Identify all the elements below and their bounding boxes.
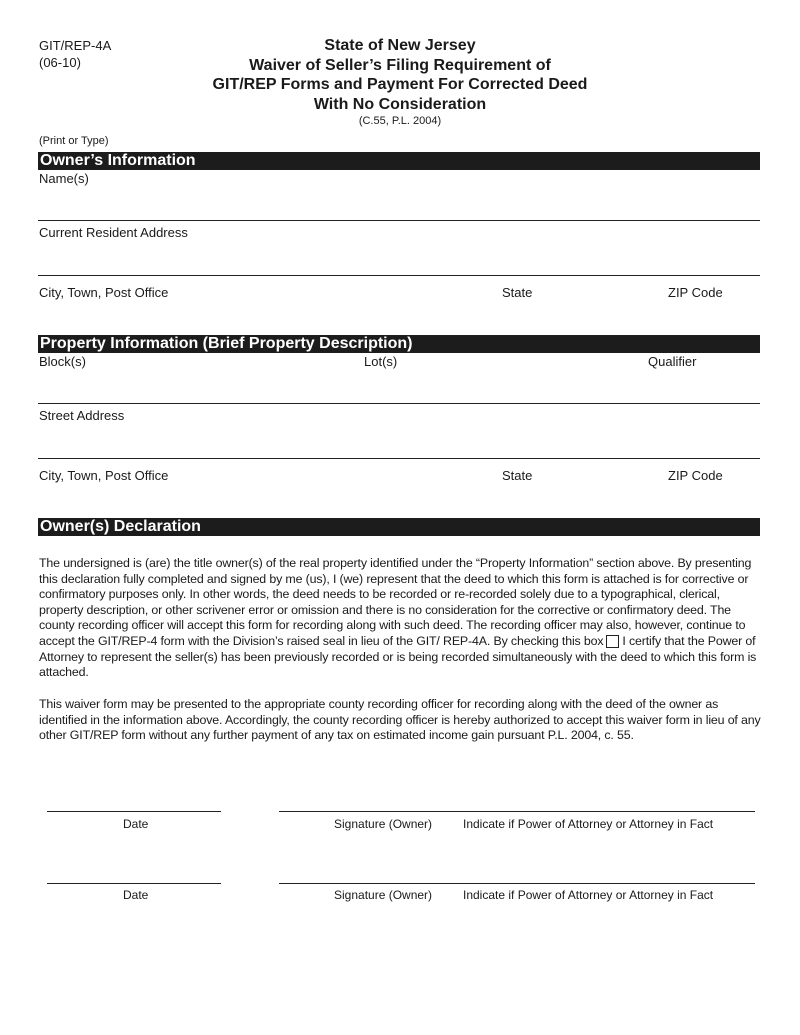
owner-state-label: State <box>502 285 533 300</box>
owner-zip-label: ZIP Code <box>668 285 723 300</box>
title-line-2: Waiver of Seller’s Filing Requirement of <box>249 57 551 74</box>
names-field[interactable] <box>38 220 760 221</box>
block-label: Block(s) <box>39 354 86 369</box>
poa-label-2: Indicate if Power of Attorney or Attorney in Fact <box>463 888 714 902</box>
title-line-4: With No Consideration <box>313 96 487 113</box>
block-lot-field[interactable] <box>38 403 760 404</box>
declaration-paragraph-2: This waiver form may be presented to the appropriate county recording officer for recording along with the deed of the owner as identified in the information above. Accordingly, the county recording officer is hereby authorized to accept this waiver form in lieu of any other GIT/REP form without any further payment of any tax on estimated income gain pursuant P.L. 2004, c. 55. <box>39 697 761 743</box>
declaration-text-part-1: The undersigned is (are) the title owner(s) of the real property identified under the “Property Information” section above. By presenting this declaration fully completed and signed by me (us), I (we) represent that the deed to which this form is attached is for corrective or confirmatory purposes only. In other words, the deed needs to be recorded or re-recorded solely due to a typographical, clerical, property description, or other scrivener error or omission and there is no consideration for the corrective or confirmatory deed. The county recording officer will accept this form for recording along with such deed. The recording officer may also, however, continue to accept the GIT/REP-4 form with the Division’s raised seal in lieu of the GIT/ REP-4A. By checking this box <box>39 556 752 648</box>
street-field[interactable] <box>38 458 760 459</box>
signature-field-2[interactable] <box>279 883 755 884</box>
property-zip-label: ZIP Code <box>668 468 723 483</box>
poa-label-1: Indicate if Power of Attorney or Attorney in Fact <box>463 817 714 831</box>
date-label-2: Date <box>123 888 149 902</box>
form-id: GIT/REP-4A <box>39 38 112 53</box>
citation: (C.55, P.L. 2004) <box>358 115 442 127</box>
signature-field-1[interactable] <box>279 811 755 812</box>
owner-info-heading: Owner’s Information <box>38 152 760 170</box>
declaration-text-part-2: I certify that the Power of Attorney to represent the seller(s) has been previously recorded or is being recorded simultaneously with the deed to which this form is attached. <box>39 633 757 680</box>
address-field[interactable] <box>38 275 760 276</box>
owner-city-label: City, Town, Post Office <box>39 285 169 300</box>
property-state-label: State <box>502 468 533 483</box>
address-label: Current Resident Address <box>39 225 188 240</box>
qualifier-label: Qualifier <box>648 354 697 369</box>
signature-label-1: Signature (Owner) <box>334 817 433 831</box>
title-line-1: State of New Jersey <box>324 37 476 54</box>
date-field-2[interactable] <box>47 883 221 884</box>
print-note: (Print or Type) <box>39 135 109 147</box>
poa-checkbox[interactable] <box>606 635 619 648</box>
property-city-label: City, Town, Post Office <box>39 468 169 483</box>
form-date: (06-10) <box>39 55 81 70</box>
names-label: Name(s) <box>39 171 89 186</box>
street-label: Street Address <box>39 408 125 423</box>
declaration-paragraph-1 <box>39 556 763 681</box>
signature-label-2: Signature (Owner) <box>334 888 433 902</box>
date-label-1: Date <box>123 817 149 831</box>
lot-label: Lot(s) <box>364 354 398 369</box>
declaration-heading: Owner(s) Declaration <box>38 518 760 536</box>
date-field-1[interactable] <box>47 811 221 812</box>
title-line-3: GIT/REP Forms and Payment For Corrected Deed <box>212 76 588 93</box>
property-info-heading: Property Information (Brief Property Description) <box>38 335 760 353</box>
